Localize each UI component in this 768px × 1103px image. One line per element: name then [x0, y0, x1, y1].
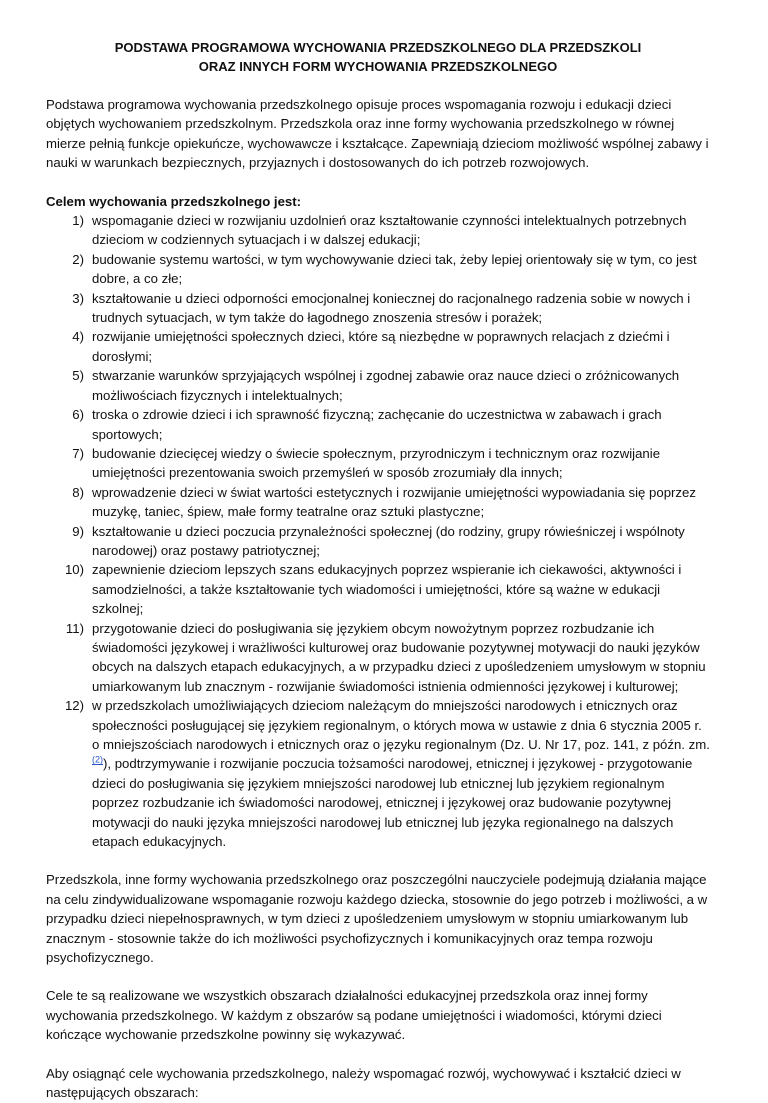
goal-item	[46, 560, 710, 618]
goals-heading: Celem wychowania przedszkolnego jest:	[46, 193, 302, 209]
intro-paragraph: Podstawa programowa wychowania przedszkolnego opisuje proces wspomagania rozwoju i edukacji dzieci objętych wychowaniem przedszkolnym. Przedszkola oraz inne formy wychowania przedszkolnego w równej mierze pełnią funkcje opiekuńcze, wychowawcze i kształcące. Zapewniają dzieciom możliwość wspólnej zabawy i nauki w warunkach bezpiecznych, przyjaznych i dostosowanych do ich potrzeb rozwojowych.	[46, 97, 709, 171]
goal-number: 9)	[72, 523, 84, 539]
document-title	[46, 38, 710, 76]
goal-item-12	[46, 696, 710, 851]
goal-item	[46, 211, 710, 250]
title-line-1: PODSTAWA PROGRAMOWA WYCHOWANIA PRZEDSZKOLNEGO DLA PRZEDSZKOLI	[114, 40, 642, 55]
title-line-2: ORAZ INNYCH FORM WYCHOWANIA PRZEDSZKOLNEGO	[198, 59, 558, 74]
goal-item	[46, 289, 710, 328]
goal-number: 10)	[64, 562, 84, 578]
goal-text-before-footnote: w przedszkolach umożliwiających dzieciom należącym do mniejszości narodowych i etnicznych oraz społeczności posługującej się językiem regionalnym, o których mowa w ustawie z dnia 6 stycznia 2005 r. o mniejszościach narodowych i etnicznych oraz o języku regionalnym (Dz. U. Nr 17, poz. 141, z późn. zm.	[92, 698, 710, 752]
goal-text: wprowadzenie dzieci w świat wartości estetycznych i rozwijanie umiejętności wypowiadania się poprzez muzykę, taniec, śpiew, małe formy teatralne oraz sztuki plastyczne;	[92, 484, 696, 520]
goal-text: zapewnienie dzieciom lepszych szans edukacyjnych poprzez wspieranie ich ciekawości, aktywności i samodzielności, a także kształtowanie tych wiadomości i umiejętności, które są ważne w edukacji szkolnej;	[92, 562, 682, 617]
footnote-link[interactable]: (2)	[92, 755, 103, 766]
goal-number: 5)	[72, 368, 84, 384]
goal-text: troska o zdrowie dzieci i ich sprawność fizyczną; zachęcanie do uczestnictwa w zabawach i grach sportowych;	[92, 407, 662, 442]
goal-text: kształtowanie u dzieci odporności emocjonalnej koniecznej do racjonalnego radzenia sobie w nowych i trudnych sytuacjach, w tym także do łagodnego znoszenia stresów i porażek;	[92, 290, 691, 326]
goal-number: 2)	[72, 251, 84, 267]
goal-number: 11)	[65, 620, 84, 636]
goal-item	[46, 483, 710, 522]
goal-item	[46, 327, 710, 366]
goal-item	[46, 444, 710, 483]
goal-text: budowanie systemu wartości, w tym wychowywanie dzieci tak, żeby lepiej orientowały się w tym, co jest dobre, a co złe;	[92, 251, 697, 287]
goal-item	[46, 366, 710, 405]
goal-number: 3)	[72, 290, 84, 306]
goal-number: 7)	[72, 445, 84, 461]
goal-text: kształtowanie u dzieci poczucia przynależności społecznej (do rodziny, grupy rówieśniczej i wspólnoty narodowej) oraz postawy patriotycznej;	[92, 523, 685, 558]
goal-number: 12)	[64, 698, 84, 714]
goal-item	[46, 522, 710, 561]
goal-item	[46, 250, 710, 289]
support-paragraph: Przedszkola, inne formy wychowania przedszkolnego oraz poszczególni nauczyciele podejmują działania mające na celu zindywidualizowane wspomaganie rozwoju każdego dziecka, stosownie do jego potrzeb i możliwości, a w przypadku dzieci niepełnosprawnych, w tym dzieci z upośledzeniem umysłowym w stopniu umiarkowanym lub znacznym - stosownie także do ich możliwości psychofizycznych i komunikacyjnych oraz tempa rozwoju psychofizycznego.	[46, 872, 708, 966]
areas-paragraph: Cele te są realizowane we wszystkich obszarach działalności edukacyjnej przedszkola oraz innej formy wychowania przedszkolnego. W każdym z obszarów są podane umiejętności i wiadomości, którymi dzieci kończące wychowanie przedszkolne powinny się wykazywać.	[46, 988, 662, 1043]
goal-number: 1)	[72, 213, 84, 229]
goal-item	[46, 405, 710, 444]
goal-text: stwarzanie warunków sprzyjających wspólnej i zgodnej zabawie oraz nauce dzieci o zróżnicowanych możliwościach fizycznych i intelektualnych;	[92, 368, 680, 403]
goal-number: 8)	[72, 484, 84, 500]
closing-paragraph: Aby osiągnąć cele wychowania przedszkolnego, należy wspomagać rozwój, wychowywać i kształcić dzieci w następujących obszarach:	[46, 1065, 681, 1101]
goal-number: 4)	[72, 329, 84, 345]
goals-list	[46, 211, 710, 851]
goal-text-after-footnote: ), podtrzymywanie i rozwijanie poczucia tożsamości narodowej, etnicznej i językowej - przygotowanie dzieci do posługiwania się językiem mniejszości narodowej lub etnicznej lub językiem regionalnym poprzez rozbudzanie ich świadomości narodowej, etnicznej i językowej oraz budowanie pozytywnej motywacji do nauki języka mniejszości narodowej lub etnicznej lub języka regionalnego na dalszych etapach edukacyjnych.	[92, 756, 693, 850]
goal-number: 6)	[72, 407, 84, 423]
goal-text: rozwijanie umiejętności społecznych dzieci, które są niezbędne w poprawnych relacjach z dziećmi i dorosłymi;	[92, 329, 670, 364]
goal-text: przygotowanie dzieci do posługiwania się językiem obcym nowożytnym poprzez rozbudzanie ich świadomości językowej i wrażliwości kulturowej oraz budowanie pozytywnej motywacji do nauki języków obcych na dalszych etapach edukacyjnych, a w przypadku dzieci z upośledzeniem umysłowym w stopniu umiarkowanym lub znacznym - rozwijanie świadomości istnienia odmienności językowej i kulturowej;	[92, 620, 706, 694]
goal-text: wspomaganie dzieci w rozwijaniu uzdolnień oraz kształtowanie czynności intelektualnych potrzebnych dzieciom w codziennych sytuacjach i w dalszej edukacji;	[92, 213, 687, 248]
goal-item	[46, 619, 710, 697]
goal-text: budowanie dziecięcej wiedzy o świecie społecznym, przyrodniczym i technicznym oraz rozwijanie umiejętności prezentowania swoich przemyśleń w sposób zrozumiały dla innych;	[92, 445, 661, 481]
